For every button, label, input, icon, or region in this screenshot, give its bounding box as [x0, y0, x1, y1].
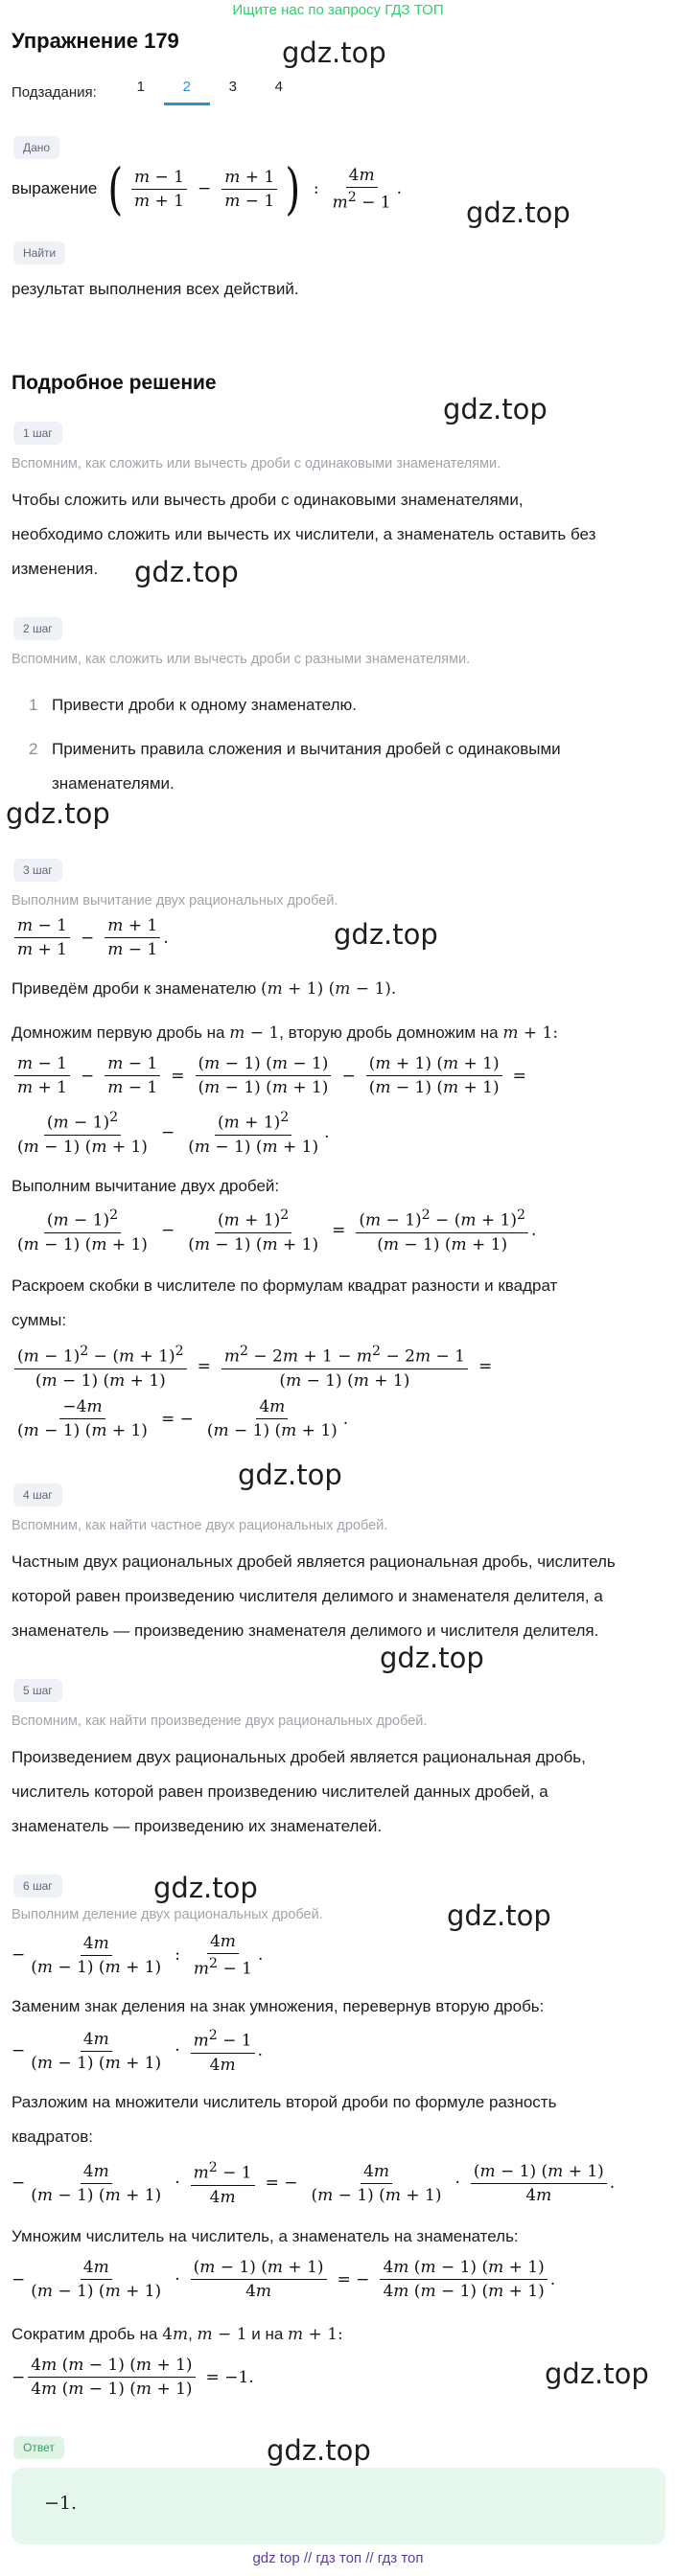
step3-expr5: $\frac{(m - 1)^2 - (m + 1)^2}{(m - 1) (m + 1)}$ = $\frac{m^2 - 2m + 1 - m^2 - 2m - 1}{(m - 1) (m + 1)}$ = — [12, 1344, 500, 1391]
watermark: gdz.top — [334, 918, 438, 951]
watermark: gdz.top — [238, 1459, 342, 1491]
step6-expr2: − $\frac{4m}{(m - 1) (m + 1)}$ · $\frac{m^2 - 1}{4m}$ . — [12, 2028, 264, 2075]
step3-expr6: $\frac{-4m}{(m - 1) (m + 1)}$ = − $\frac{4m}{(m - 1) (m + 1)}$ . — [17, 1397, 349, 1440]
step1-line3: изменения. — [12, 560, 99, 578]
step4-line1: Частным двух рациональных дробей является рациональная дробь, числитель — [12, 1552, 616, 1571]
step6-text3: Умножим числитель на числитель, а знаменатель на знаменатель: — [12, 2227, 519, 2245]
step6-tag: 6 шаг — [13, 1874, 62, 1898]
watermark: gdz.top — [134, 556, 239, 588]
watermark: gdz.top — [282, 36, 386, 69]
step2-item2: 2 Применить правила сложения и вычитания дробей с одинаковыми — [29, 740, 561, 758]
step6-expr1: − $\frac{4m}{(m - 1) (m + 1)}$ : $\frac{4m}{m^2 - 1}$ . — [12, 1932, 264, 1979]
watermark: gdz.top — [6, 797, 110, 830]
given-expression: выражение ( $\frac{m - 1}{m + 1}$ − $\frac{m + 1}{m - 1}$ ) : $\frac{4m}{m^2 - 1}$ . — [12, 156, 403, 221]
step5-line1: Произведением двух рациональных дробей является рациональная дробь, — [12, 1748, 586, 1766]
tab-2[interactable]: 2 — [164, 79, 210, 105]
step2-hint: Вспомним, как сложить или вычесть дроби с разными знаменателями. — [12, 652, 471, 667]
step3-hint: Выполним вычитание двух рациональных дробей. — [12, 893, 338, 908]
step3-text1: Приведём дроби к знаменателю (m + 1) (m − 1). — [12, 979, 397, 999]
step6-expr5: − $\frac{4m (m - 1) (m + 1)}{4m (m - 1) (m + 1)}$ = −1. — [12, 2356, 254, 2399]
step3-expr3: $\frac{(m - 1)^2}{(m - 1) (m + 1)}$ − $\frac{(m + 1)^2}{(m - 1) (m + 1)}$ . — [17, 1110, 330, 1157]
step4-line2: которой равен произведению числителя делимого и знаменателя делителя, а — [12, 1587, 603, 1605]
step3-text3: Выполним вычитание двух дробей: — [12, 1177, 280, 1195]
watermark: gdz.top — [380, 1642, 484, 1674]
step3-expr2: $\frac{m - 1}{m + 1}$ − $\frac{m - 1}{m - 1}$ = $\frac{(m - 1) (m - 1)}{(m - 1) (m + 1)}$ − $\frac{(m + 1) (m + 1)}{(m - 1) (m + 1)}$ = — [12, 1054, 534, 1097]
step4-hint: Вспомним, как найти частное двух рациональных дробей. — [12, 1518, 388, 1533]
step6-text2b: квадратов: — [12, 2128, 93, 2146]
answer-tag: Ответ — [13, 2436, 64, 2459]
step2-item1: 1 Привести дроби к одному знаменателю. — [29, 696, 357, 714]
step2-tag: 2 шаг — [13, 617, 62, 640]
step6-text4: Сократим дробь на 4m, m − 1 и на m + 1: — [12, 2325, 343, 2344]
step1-line2: необходимо сложить или вычесть их числители, а знаменатель оставить без — [12, 525, 596, 543]
watermark: gdz.top — [153, 1872, 258, 1904]
step6-expr4: − $\frac{4m}{(m - 1) (m + 1)}$ · $\frac{(m - 1) (m + 1)}{4m}$ = − $\frac{4m (m - 1) (m + 1)}{4m (m - 1) (m + 1)}$ . — [12, 2258, 556, 2301]
find-text: результат выполнения всех действий. — [12, 280, 299, 298]
step3-expr4: $\frac{(m - 1)^2}{(m - 1) (m + 1)}$ − $\frac{(m + 1)^2}{(m - 1) (m + 1)}$ = $\frac{(m - 1)^2 - (m + 1)^2}{(m - 1) (m + 1)}$ . — [17, 1208, 537, 1254]
step6-text2a: Разложим на множители числитель второй дроби по формуле разность — [12, 2093, 557, 2111]
bottom-banner[interactable]: gdz top // гдз топ // гдз топ — [252, 2550, 424, 2566]
top-banner[interactable]: Ищите нас по запросу ГДЗ ТОП — [232, 2, 444, 18]
step1-hint: Вспомним, как сложить или вычесть дроби с одинаковыми знаменателями. — [12, 456, 501, 472]
step3-expr1: $\frac{m - 1}{m + 1}$ − $\frac{m + 1}{m - 1}$ . — [12, 916, 169, 959]
step3-text4a: Раскроем скобки в числителе по формулам квадрат разности и квадрат — [12, 1276, 558, 1295]
watermark: gdz.top — [267, 2434, 371, 2467]
step6-text1: Заменим знак деления на знак умножения, перевернув вторую дробь: — [12, 1997, 545, 2015]
watermark: gdz.top — [545, 2358, 649, 2390]
given-tag: Дано — [13, 136, 59, 159]
step3-tag: 3 шаг — [13, 859, 62, 882]
tab-1[interactable]: 1 — [136, 79, 145, 95]
answer-value: −1. — [44, 2493, 78, 2514]
answer-box — [12, 2468, 665, 2544]
step5-line2: числитель которой равен произведению числителей данных дробей, а — [12, 1782, 548, 1801]
solution-title: Подробное решение — [12, 372, 217, 394]
subtask-tabs — [12, 79, 302, 105]
step3-text2: Домножим первую дробь на m − 1, вторую дробь домножим на m + 1: — [12, 1024, 559, 1043]
step2-item2-cont: знаменателями. — [52, 774, 175, 793]
step5-line3: знаменатель — произведению их знаменателей. — [12, 1817, 383, 1835]
step5-tag: 5 шаг — [13, 1679, 62, 1702]
subtasks-label: Подзадания: — [12, 83, 97, 101]
exercise-title: Упражнение 179 — [12, 29, 179, 53]
step1-tag: 1 шаг — [13, 422, 62, 445]
step4-tag: 4 шаг — [13, 1484, 62, 1506]
watermark: gdz.top — [466, 196, 571, 229]
step4-line3: знаменатель — произведению знаменателя делимого и числителя делителя. — [12, 1622, 599, 1640]
watermark: gdz.top — [443, 393, 548, 426]
given-word: выражение — [12, 179, 98, 197]
tab-4[interactable]: 4 — [274, 79, 283, 95]
watermark: gdz.top — [447, 1899, 551, 1932]
step1-line1: Чтобы сложить или вычесть дроби с одинаковыми знаменателями, — [12, 491, 524, 509]
find-tag: Найти — [13, 242, 65, 264]
step6-expr3: − $\frac{4m}{(m - 1) (m + 1)}$ · $\frac{m^2 - 1}{4m}$ = − $\frac{4m}{(m - 1) (m + 1)}$ · $\frac{(m - 1) (m + 1)}{4m}$ . — [12, 2160, 616, 2207]
step6-hint: Выполним деление двух рациональных дробей. — [12, 1907, 323, 1922]
step5-hint: Вспомним, как найти произведение двух рациональных дробей. — [12, 1714, 428, 1729]
step3-text4b: суммы: — [12, 1311, 67, 1329]
tab-3[interactable]: 3 — [228, 79, 237, 95]
